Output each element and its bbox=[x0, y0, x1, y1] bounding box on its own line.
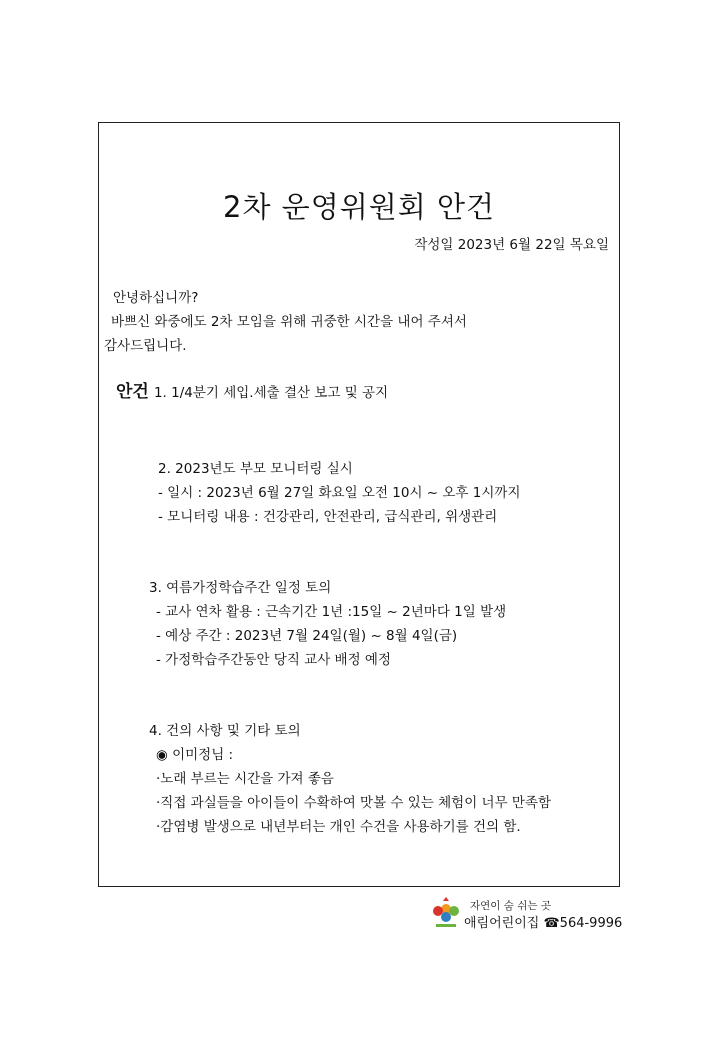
speaker-label: ◉ 이미정님 : bbox=[156, 747, 234, 763]
agenda-item-4-line: ·직접 과실들을 아이들이 수확하여 맛볼 수 있는 체험이 너무 만족함 bbox=[156, 795, 552, 811]
agenda-item-1 bbox=[116, 377, 388, 402]
document-frame bbox=[98, 122, 620, 887]
agenda-item-4-heading: 4. 건의 사항 및 기타 토의 bbox=[149, 723, 301, 739]
agenda-item-3-line: - 예상 주간 : 2023년 7월 24일(월) ~ 8월 4일(금) bbox=[156, 628, 458, 644]
page-title: 2차 운영위원회 안건 bbox=[223, 190, 495, 224]
footer-slogan: 자연이 숨 쉬는 곳 bbox=[470, 900, 552, 912]
footer bbox=[430, 896, 630, 936]
footer-name: 애림어린이집 ☎564-9996 bbox=[464, 916, 623, 931]
agenda-item-4-line: ·노래 부르는 시간을 가져 좋음 bbox=[156, 771, 334, 787]
greeting-line-3: 감사드립니다. bbox=[104, 338, 187, 354]
agenda-item-4-line: ·감염병 발생으로 내년부터는 개인 수건을 사용하기를 건의 함. bbox=[156, 819, 521, 835]
document-date: 작성일 2023년 6월 22일 목요일 bbox=[414, 237, 609, 253]
agenda-label: 안건 bbox=[116, 382, 149, 402]
greeting-line-1: 안녕하십니까? bbox=[113, 290, 199, 306]
greeting-line-2: 바쁘신 와중에도 2차 모임을 위해 귀중한 시간을 내어 주셔서 bbox=[111, 314, 467, 330]
agenda-item-2-heading: 2. 2023년도 부모 모니터링 실시 bbox=[158, 461, 353, 477]
agenda-item-1-text: 1. 1/4분기 세입.세출 결산 보고 및 공지 bbox=[153, 385, 389, 401]
daycare-logo-icon bbox=[430, 896, 462, 930]
agenda-item-3-line: - 가정학습주간동안 당직 교사 배정 예정 bbox=[156, 652, 391, 668]
agenda-item-2-line: - 모니터링 내용 : 건강관리, 안전관리, 급식관리, 위생관리 bbox=[158, 509, 498, 525]
agenda-item-3-heading: 3. 여름가정학습주간 일정 토의 bbox=[149, 580, 332, 596]
agenda-item-3-line: - 교사 연차 활용 : 근속기간 1년 :15일 ~ 2년마다 1일 발생 bbox=[156, 604, 507, 620]
agenda-item-2-line: - 일시 : 2023년 6월 27일 화요일 오전 10시 ~ 오후 1시까지 bbox=[158, 485, 521, 501]
